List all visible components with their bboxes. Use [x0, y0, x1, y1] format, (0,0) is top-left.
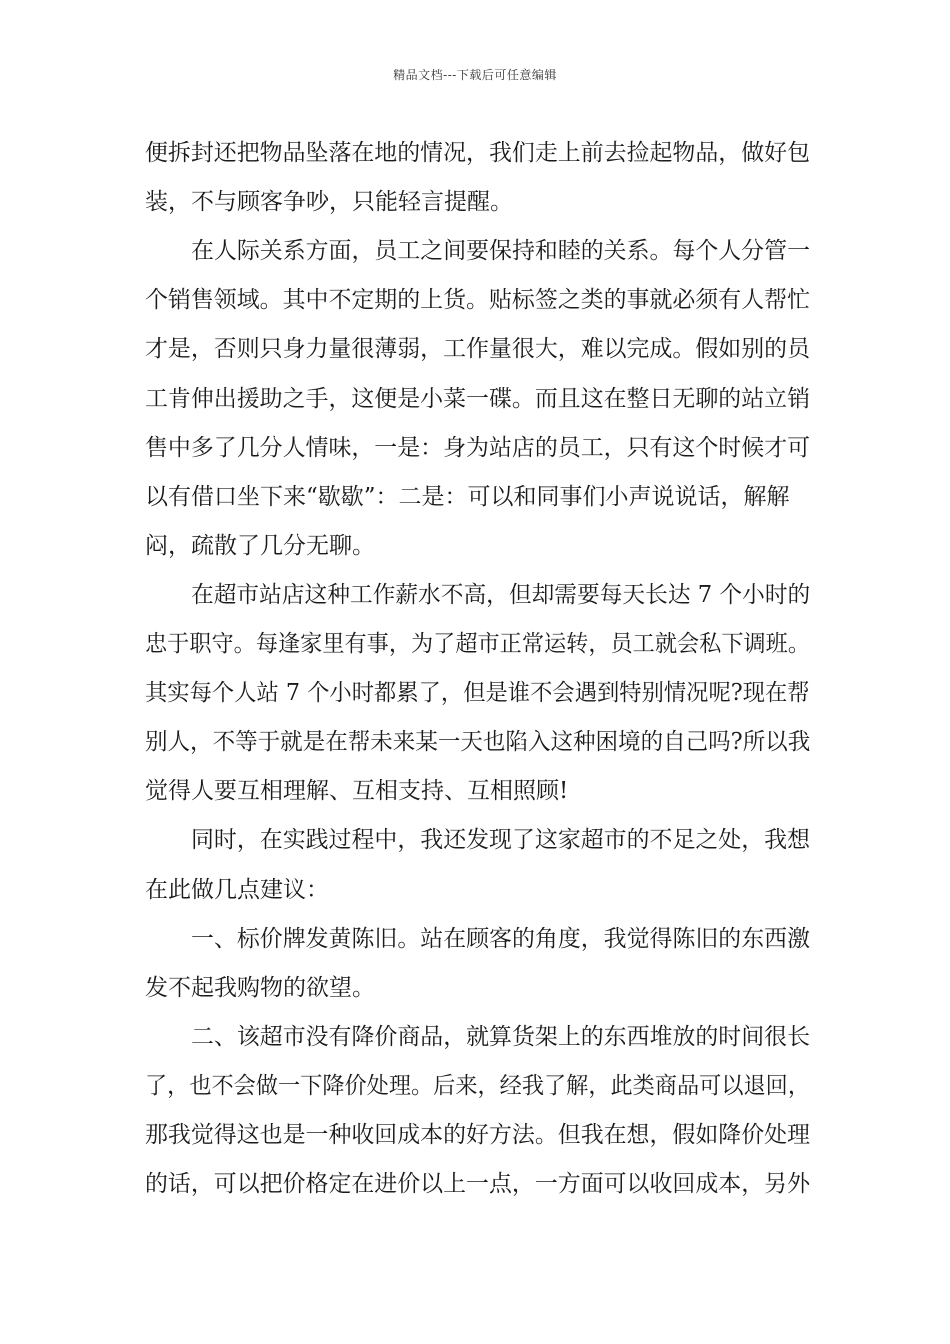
text-line: 装，不与顾客争吵，只能轻言提醒。	[145, 189, 513, 215]
text-line: 那我觉得这也是一种收回成本的好方法。但我在想，假如降价处理	[145, 1122, 810, 1148]
text-line: 忠于职守。每逢家里有事，为了超市正常运转，员工就会私下调班。	[145, 631, 811, 657]
text-line: 其实每个人站 7 个小时都累了，但是谁不会遇到特别情况呢?现在帮	[145, 680, 810, 706]
text-line: 发不起我购物的欲望。	[145, 975, 375, 1001]
text-line: 在此做几点建议：	[145, 877, 329, 903]
page-header: 精品文档---下载后可任意编辑	[393, 68, 557, 82]
text-line: 一、标价牌发黄陈旧。站在顾客的角度，我觉得陈旧的东西激	[191, 926, 811, 952]
text-line: 了，也不会做一下降价处理。后来，经我了解，此类商品可以退回，	[145, 1073, 811, 1099]
text-line: 二、该超市没有降价商品，就算货架上的东西堆放的时间很长	[191, 1024, 811, 1050]
text-line: 的话，可以把价格定在进价以上一点，一方面可以收回成本，另外	[145, 1171, 810, 1197]
text-line: 便拆封还把物品坠落在地的情况，我们走上前去捡起物品，做好包	[145, 140, 810, 166]
text-line: 别人，不等于就是在帮未来某一天也陷入这种困境的自己吗?所以我	[145, 729, 811, 755]
text-line: 才是，否则只身力量很薄弱，工作量很大，难以完成。假如别的员	[145, 336, 810, 362]
text-line: 个销售领域。其中不定期的上货。贴标签之类的事就必须有人帮忙	[145, 287, 810, 313]
text-line: 以有借口坐下来“歇歇”：二是：可以和同事们小声说说话，解解	[145, 484, 790, 510]
text-line: 工肯伸出援助之手，这便是小菜一碟。而且这在整日无聊的站立销	[145, 386, 810, 412]
text-line: 在人际关系方面，员工之间要保持和睦的关系。每个人分管一	[191, 238, 811, 264]
text-line: 同时，在实践过程中，我还发现了这家超市的不足之处，我想	[191, 827, 811, 853]
text-line: 在超市站店这种工作薪水不高，但却需要每天长达 7 个小时的	[191, 582, 811, 608]
text-line: 觉得人要互相理解、互相支持、互相照顾!	[145, 778, 569, 804]
text-line: 售中多了几分人情味，一是：身为站店的员工，只有这个时候才可	[145, 435, 810, 461]
text-line: 闷，疏散了几分无聊。	[145, 533, 375, 559]
